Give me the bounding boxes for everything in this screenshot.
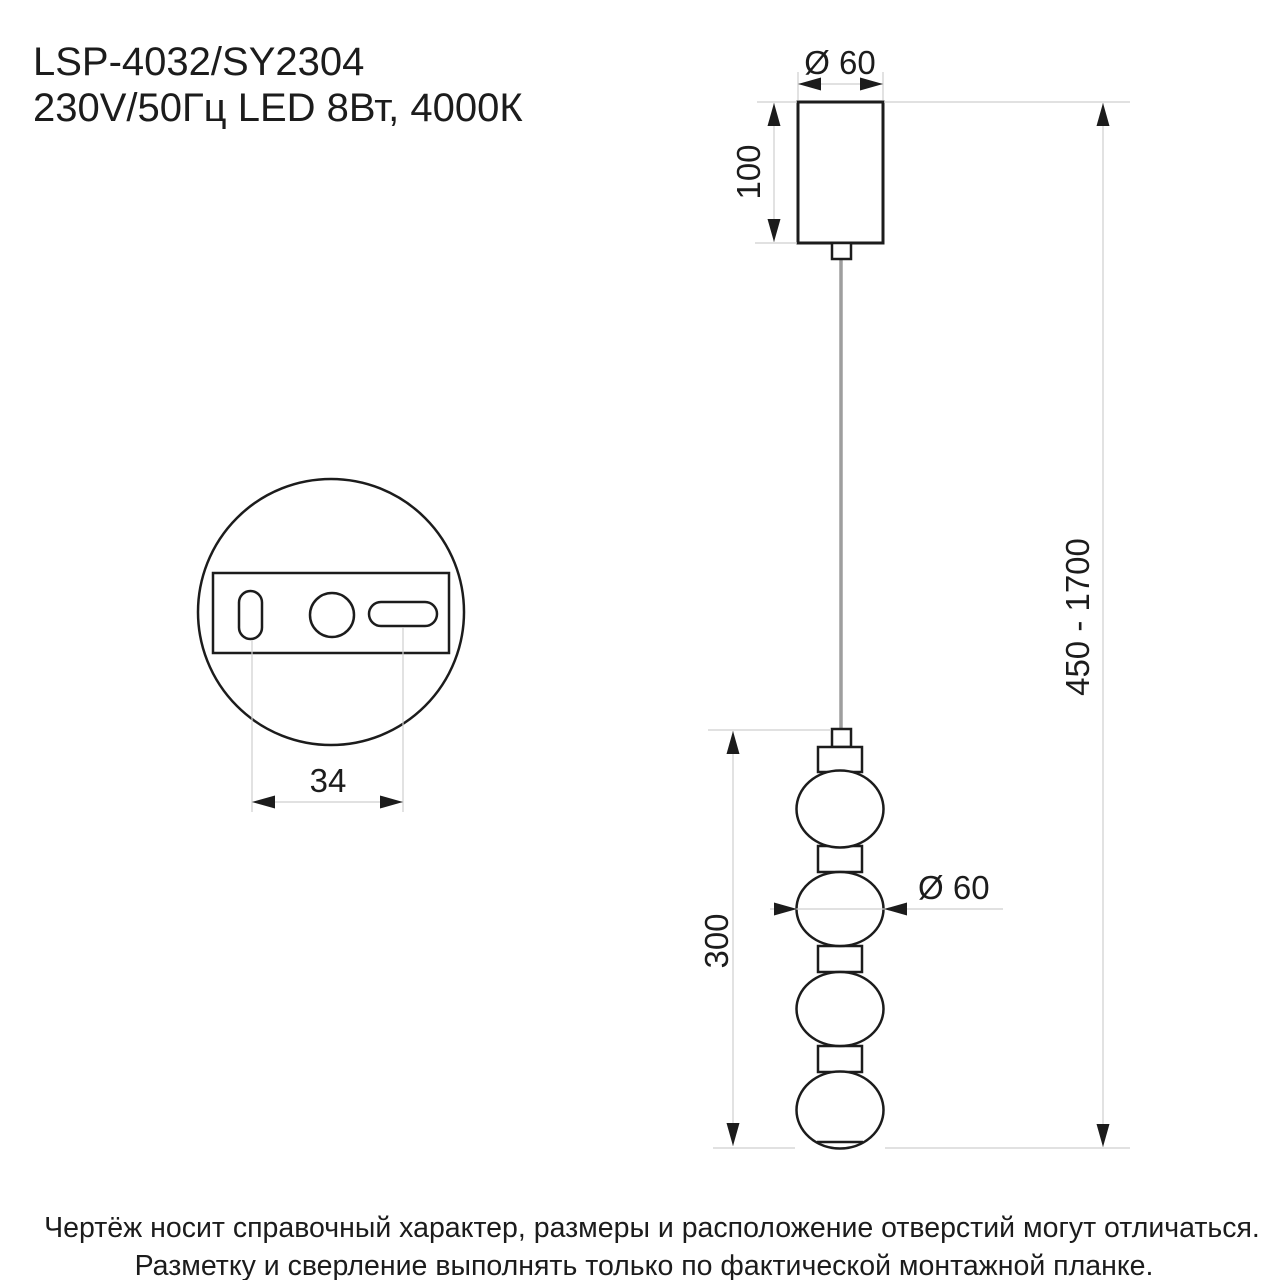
arrow-body-height-top [727, 731, 740, 754]
lamp-assembly [797, 102, 884, 1149]
product-model: LSP-4032/SY2304 [33, 40, 365, 84]
mounting-plate-detail [198, 479, 464, 745]
lamp-top-connector [832, 729, 851, 747]
footnote-line2: Разметку и сверление выполнять только по фактической монтажной планке. [134, 1250, 1154, 1280]
dim-canopy-diameter-label: Ø 60 [804, 44, 876, 81]
dim-suspension-height-label: 450 - 1700 [1059, 538, 1096, 696]
plate-slot-left [239, 591, 262, 639]
arrow-canopy-height-top [768, 103, 781, 126]
lamp-top-neck [818, 747, 862, 772]
lamp-sphere-3 [797, 972, 884, 1046]
arrow-suspension-top [1097, 103, 1110, 126]
dim-body-diameter-label: Ø 60 [918, 869, 990, 906]
arrow-body-height-bottom [727, 1123, 740, 1146]
ceiling-canopy [798, 102, 883, 243]
dim-plate-holes-label: 34 [309, 762, 347, 799]
arrow-suspension-bottom [1097, 1124, 1110, 1147]
sphere-collar-2 [818, 946, 862, 972]
lamp-sphere-4 [797, 1072, 884, 1149]
arrow-plate-right [380, 796, 403, 809]
lamp-sphere-1 [797, 771, 884, 848]
arrow-body-diameter-left [774, 903, 797, 916]
dim-canopy-height-label: 100 [730, 144, 767, 200]
sphere-collar-3 [818, 1046, 862, 1072]
arrow-body-diameter-right [884, 903, 907, 916]
footnote-line1: Чертёж носит справочный характер, размеры и расположение отверстий могут отличаться. [44, 1212, 1260, 1244]
canopy-cable-gland [832, 243, 851, 259]
plate-slot-right [369, 602, 437, 626]
dim-body-height-label: 300 [698, 913, 735, 969]
arrow-plate-left [252, 796, 275, 809]
arrow-canopy-height-bottom [768, 219, 781, 242]
product-specs: 230V/50Гц LED 8Вт, 4000К [33, 86, 523, 130]
plate-center-hole [310, 593, 354, 637]
sphere-collar-1 [818, 846, 862, 872]
